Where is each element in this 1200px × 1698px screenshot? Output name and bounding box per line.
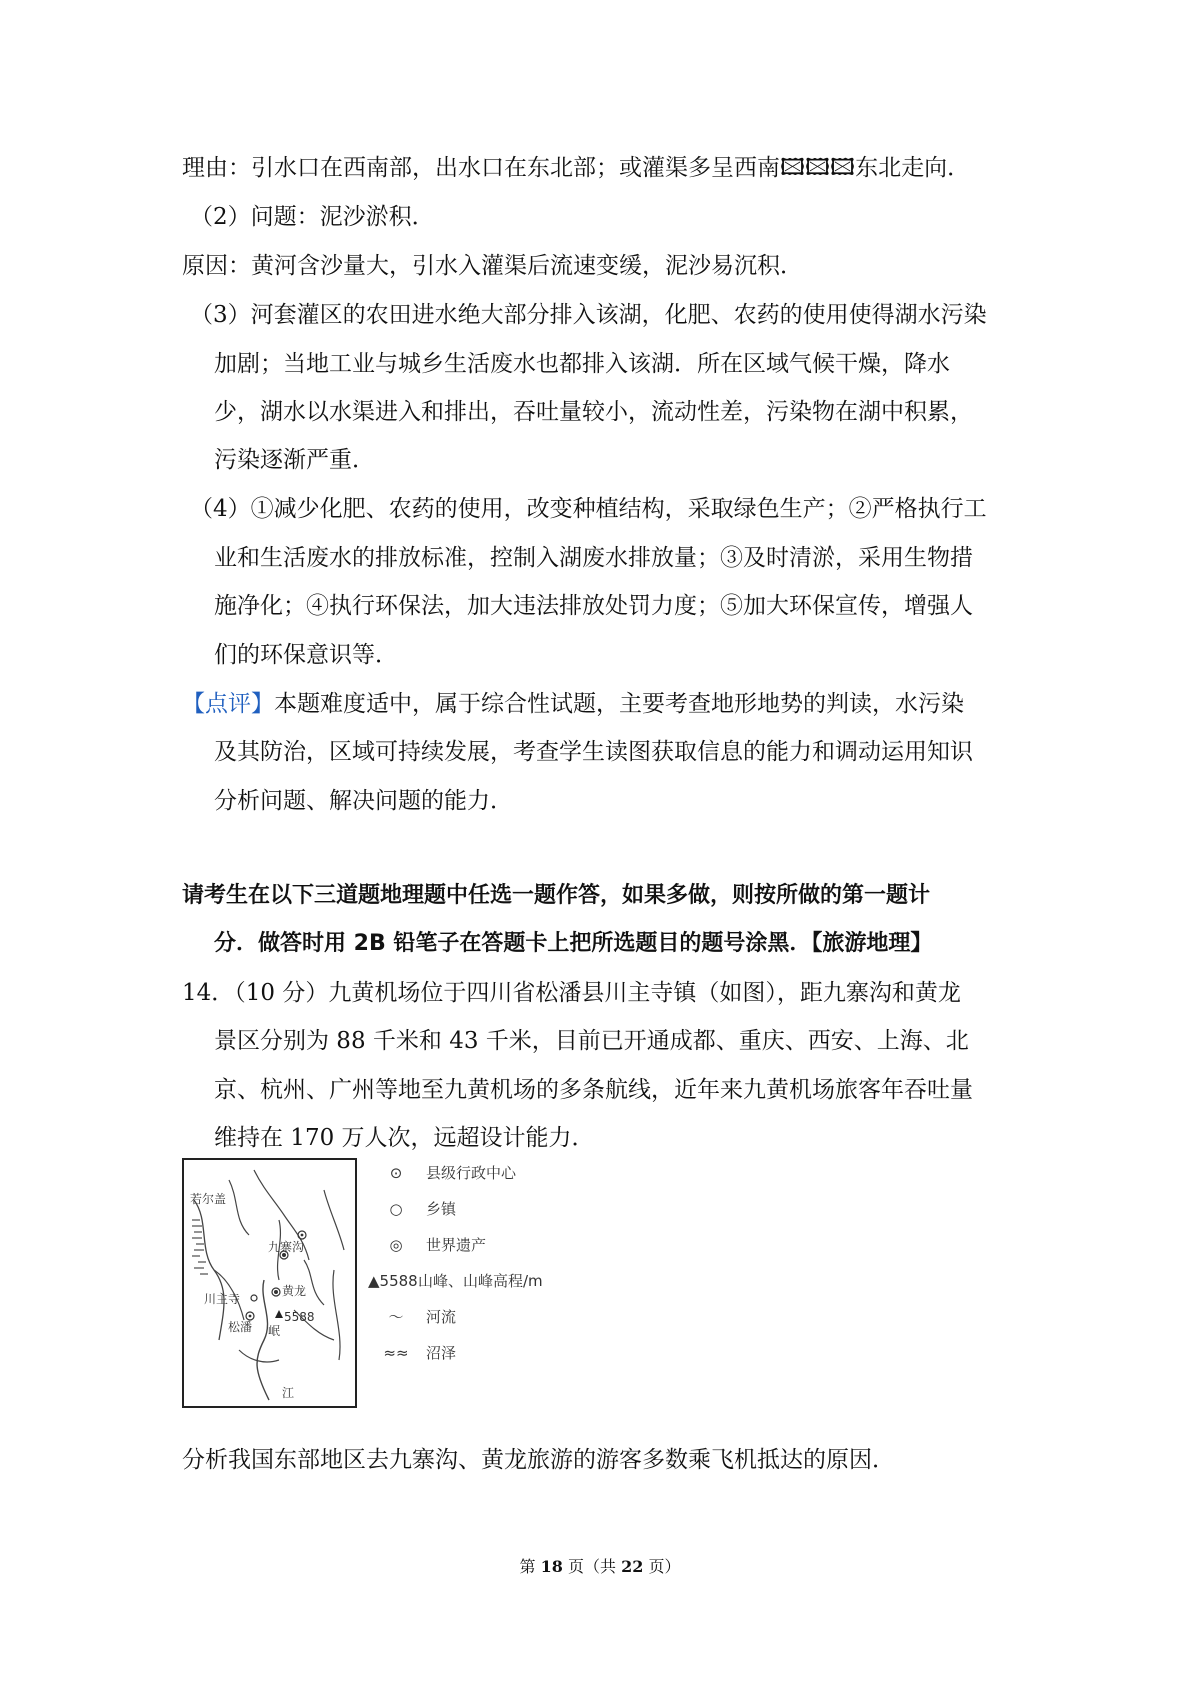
legend-label: 河流 xyxy=(426,1308,457,1326)
footer-total-pages: 22 xyxy=(621,1557,644,1576)
county-center-icon: ⊙ xyxy=(389,1164,403,1182)
question-line-4: 维持在 170 万人次，远超设计能力． xyxy=(214,1125,595,1151)
footer-mid: 页（共 xyxy=(562,1557,622,1576)
legend-label: 山峰、山峰高程/m xyxy=(418,1272,543,1290)
answer-line-9: 业和生活废水的排放标准，控制入湖废水排放量；③及时清淤，采用生物措 xyxy=(214,545,973,571)
question-text-1: （10 分）九黄机场位于四川省松潘县川主寺镇（如图），距九寨沟和黄龙 xyxy=(234,980,961,1006)
answer-line-11: 们的环保意识等． xyxy=(214,642,398,668)
map-label-jiuzhaigou: 九寨沟 xyxy=(268,1240,305,1254)
comment-line-3: 分析问题、解决问题的能力． xyxy=(214,788,513,814)
comment-line-1 xyxy=(182,688,964,720)
world-heritage-icon: ◎ xyxy=(389,1236,403,1254)
comment-line-2: 及其防治，区域可持续发展，考查学生读图获取信息的能力和调动运用知识 xyxy=(214,739,973,765)
town-icon: ○ xyxy=(389,1200,403,1218)
legend-label: 乡镇 xyxy=(426,1200,457,1218)
map-box xyxy=(182,1158,357,1408)
legend-item xyxy=(368,1270,543,1291)
page-footer xyxy=(0,1554,1200,1577)
map-label-min: 岷 xyxy=(268,1324,281,1338)
legend-item xyxy=(382,1162,516,1183)
legend-item xyxy=(382,1306,456,1327)
comment-text-1: 本题难度适中，属于综合性试题，主要考查地形地势的判读，水污染 xyxy=(274,691,964,717)
answer-line-1: 理由：引水口在西南部，出水口在东北部；或灌渠多呈西南🖾🖾🖾东北走向． xyxy=(182,155,971,181)
answer-line-6: 少，湖水以水渠进入和排出，吞吐量较小，流动性差，污染物在湖中积累， xyxy=(214,399,973,425)
legend-label: 世界遗产 xyxy=(426,1236,487,1254)
legend-item xyxy=(382,1342,456,1363)
question-prompt: 分析我国东部地区去九寨沟、黄龙旅游的游客多数乘飞机抵达的原因． xyxy=(182,1447,895,1473)
map-label-peak: 5588 xyxy=(284,1310,315,1324)
legend-label: 沼泽 xyxy=(426,1344,457,1362)
instruction-line-2: 分．做答时用 2B 铅笔子在答题卡上把所选题目的题号涂黑．【旅游地理】 xyxy=(214,931,933,956)
question-line-1 xyxy=(182,977,961,1009)
answer-line-3: 原因：黄河含沙量大，引水入灌渠后流速变缓，泥沙易沉积． xyxy=(182,253,803,279)
answer-line-5: 加剧；当地工业与城乡生活废水也都排入该湖．所在区域气候干燥，降水 xyxy=(214,351,950,377)
answer-line-7: 污染逐渐严重． xyxy=(214,447,375,473)
footer-suffix: 页） xyxy=(643,1557,681,1576)
question-number: 14． xyxy=(182,980,235,1006)
map-label-chuanzhusi: 川主寺 xyxy=(204,1292,241,1306)
map-legend xyxy=(368,1158,582,1408)
river-icon: 〜 xyxy=(388,1308,404,1326)
map-label-jiang: 江 xyxy=(282,1386,295,1400)
question-line-3: 京、杭州、广州等地至九黄机场的多条航线，近年来九黄机场旅客年吞吐量 xyxy=(214,1077,973,1103)
answer-line-2: （2）问题：泥沙淤积． xyxy=(190,204,435,230)
question-line-2: 景区分别为 88 千米和 43 千米，目前已开通成都、重庆、西安、上海、北 xyxy=(214,1028,969,1054)
footer-prefix: 第 xyxy=(519,1557,541,1576)
marsh-icon: ≈≈ xyxy=(383,1344,409,1362)
peak-icon: ▲5588 xyxy=(368,1272,418,1290)
map-label-huanglong: 黄龙 xyxy=(282,1284,307,1298)
map-label-ruoergai: 若尔盖 xyxy=(190,1192,227,1206)
footer-page-number: 18 xyxy=(540,1557,563,1576)
answer-line-8: （4）①减少化肥、农药的使用，改变种植结构，采取绿色生产；②严格执行工 xyxy=(190,496,987,522)
legend-label: 县级行政中心 xyxy=(426,1164,517,1182)
instruction-line-1: 请考生在以下三道题地理题中任选一题作答，如果多做，则按所做的第一题计 xyxy=(182,883,931,908)
legend-item xyxy=(382,1234,486,1255)
legend-item xyxy=(382,1198,456,1219)
answer-line-10: 施净化；④执行环保法，加大违法排放处罚力度；⑤加大环保宣传，增强人 xyxy=(214,593,973,619)
map-figure xyxy=(182,1158,552,1408)
map-label-songpan: 松潘 xyxy=(228,1320,253,1334)
answer-line-4: （3）河套灌区的农田进水绝大部分排入该湖，化肥、农药的使用使得湖水污染 xyxy=(190,302,987,328)
comment-tag: 【点评】 xyxy=(182,691,274,717)
